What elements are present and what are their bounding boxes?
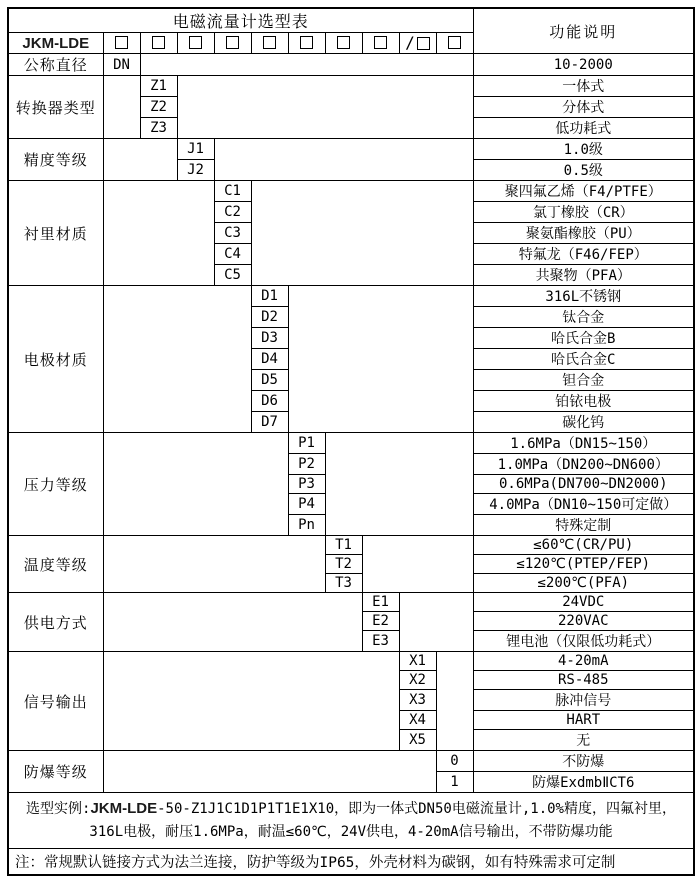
category-liner-material: 衬里材质: [8, 181, 103, 286]
checkbox-icon[interactable]: [448, 36, 461, 49]
desc-cell: RS-485: [473, 671, 694, 690]
code-cell: DN: [103, 54, 140, 76]
model-prefix: JKM-LDE: [8, 33, 103, 54]
selection-example-label: 选型实例:: [26, 800, 91, 817]
checkbox-icon[interactable]: [300, 36, 313, 49]
desc-cell: 10-2000: [473, 54, 694, 76]
model-code-slot-6[interactable]: [288, 33, 325, 54]
spacer-cell: [103, 181, 214, 286]
code-cell: P4: [288, 494, 325, 515]
selection-table: [7, 7, 695, 876]
spacer-cell: [103, 139, 177, 181]
category-converter-type: 转换器类型: [8, 76, 103, 139]
desc-cell: 316L不锈钢: [473, 286, 694, 307]
desc-cell: ≤200℃(PFA): [473, 574, 694, 593]
category-electrode-material: 电极材质: [8, 286, 103, 433]
model-code-slot-8[interactable]: [362, 33, 399, 54]
code-cell: Z3: [140, 118, 177, 139]
model-code-slot-3[interactable]: [177, 33, 214, 54]
spacer-cell: [103, 652, 399, 751]
desc-cell: 24VDC: [473, 593, 694, 612]
model-code-slot-7[interactable]: [325, 33, 362, 54]
code-cell: Z1: [140, 76, 177, 97]
desc-cell: 共聚物（PFA）: [473, 265, 694, 286]
code-cell: P1: [288, 433, 325, 454]
code-cell: D2: [251, 307, 288, 328]
code-cell: T3: [325, 574, 362, 593]
desc-cell: 220VAC: [473, 612, 694, 631]
code-cell: D5: [251, 370, 288, 391]
model-code-slot-5[interactable]: [251, 33, 288, 54]
desc-cell: 钽合金: [473, 370, 694, 391]
code-cell: C5: [214, 265, 251, 286]
desc-cell: 4.0MPa（DN10~150可定做）: [473, 494, 694, 515]
code-cell: D4: [251, 349, 288, 370]
desc-cell: 一体式: [473, 76, 694, 97]
desc-cell: 铂铱电极: [473, 391, 694, 412]
desc-cell: 0.6MPa(DN700~DN2000): [473, 475, 694, 494]
spacer-cell: [399, 593, 473, 652]
spacer-cell: [288, 286, 473, 433]
desc-cell: 特殊定制: [473, 515, 694, 536]
checkbox-icon[interactable]: [417, 37, 430, 50]
spacer-cell: [177, 76, 473, 139]
desc-cell: 聚氨酯橡胶（PU）: [473, 223, 694, 244]
checkbox-icon[interactable]: [337, 36, 350, 49]
desc-cell: HART: [473, 711, 694, 730]
spacer-cell: [103, 433, 288, 536]
model-code-slot-9[interactable]: [399, 33, 436, 54]
desc-cell: 分体式: [473, 97, 694, 118]
slash-separator: /: [405, 33, 415, 52]
model-code-slot-2[interactable]: [140, 33, 177, 54]
desc-cell: 防爆ExdmbⅡCT6: [473, 772, 694, 793]
desc-cell: 无: [473, 730, 694, 751]
spacer-cell: [103, 536, 325, 593]
code-cell: J2: [177, 160, 214, 181]
desc-cell: 哈氏合金C: [473, 349, 694, 370]
checkbox-icon[interactable]: [152, 36, 165, 49]
desc-cell: 碳化钨: [473, 412, 694, 433]
selection-example-model: JKM-LDE: [90, 799, 158, 817]
code-cell: E1: [362, 593, 399, 612]
desc-cell: 不防爆: [473, 751, 694, 772]
model-code-slot-1[interactable]: [103, 33, 140, 54]
code-cell: X5: [399, 730, 436, 751]
category-nominal-diameter: 公称直径: [8, 54, 103, 76]
desc-cell: 脉冲信号: [473, 690, 694, 711]
code-cell: D3: [251, 328, 288, 349]
code-cell: 0: [436, 751, 473, 772]
model-code-slot-4[interactable]: [214, 33, 251, 54]
desc-cell: 4-20mA: [473, 652, 694, 671]
desc-cell: 钛合金: [473, 307, 694, 328]
desc-cell: 0.5级: [473, 160, 694, 181]
code-cell: E3: [362, 631, 399, 652]
category-accuracy-class: 精度等级: [8, 139, 103, 181]
spacer-cell: [103, 593, 362, 652]
selection-example-text: -50-Z1J1C1D1P1T1E1X10，即为一体式DN50电磁流量计,1.0%精度，四氟衬里，316L电极，耐压1.6MPa，耐温≤60℃，24V供电，4-20mA信号输出，不带防爆功能: [89, 800, 676, 841]
category-signal-output: 信号输出: [8, 652, 103, 751]
desc-cell: 低功耗式: [473, 118, 694, 139]
checkbox-icon[interactable]: [374, 36, 387, 49]
checkbox-icon[interactable]: [189, 36, 202, 49]
model-code-slot-10[interactable]: [436, 33, 473, 54]
code-cell: P3: [288, 475, 325, 494]
desc-cell: 1.6MPa（DN15~150）: [473, 433, 694, 454]
spacer-cell: [214, 139, 473, 181]
spacer-cell: [251, 181, 473, 286]
code-cell: T2: [325, 555, 362, 574]
category-temperature-rating: 温度等级: [8, 536, 103, 593]
desc-cell: 氯丁橡胶（CR）: [473, 202, 694, 223]
note: 注：常规默认链接方式为法兰连接，防护等级为IP65，外壳材料为碳钢，如有特殊需求可定制: [8, 849, 694, 876]
category-explosion-proof: 防爆等级: [8, 751, 103, 793]
category-pressure-rating: 压力等级: [8, 433, 103, 536]
code-cell: C2: [214, 202, 251, 223]
desc-cell: 锂电池（仅限低功耗式）: [473, 631, 694, 652]
desc-cell: 1.0级: [473, 139, 694, 160]
desc-cell: 哈氏合金B: [473, 328, 694, 349]
code-cell: C1: [214, 181, 251, 202]
spacer-cell: [436, 652, 473, 751]
category-power-supply: 供电方式: [8, 593, 103, 652]
selection-example: [8, 793, 694, 849]
desc-cell: 1.0MPa（DN200~DN600）: [473, 454, 694, 475]
desc-cell: ≤120℃(PTEP/FEP): [473, 555, 694, 574]
code-cell: E2: [362, 612, 399, 631]
checkbox-icon[interactable]: [115, 36, 128, 49]
table-title: 电磁流量计选型表: [8, 8, 473, 33]
function-description-header: 功能说明: [473, 8, 694, 54]
code-cell: 1: [436, 772, 473, 793]
desc-cell: 特氟龙（F46/FEP）: [473, 244, 694, 265]
spacer-cell: [103, 751, 436, 793]
desc-cell: ≤60℃(CR/PU): [473, 536, 694, 555]
spacer-cell: [325, 433, 473, 536]
desc-cell: 聚四氟乙烯（F4/PTFE）: [473, 181, 694, 202]
code-cell: P2: [288, 454, 325, 475]
spacer-cell: [362, 536, 473, 593]
code-cell: Pn: [288, 515, 325, 536]
code-cell: X4: [399, 711, 436, 730]
checkbox-icon[interactable]: [226, 36, 239, 49]
checkbox-icon[interactable]: [263, 36, 276, 49]
code-cell: T1: [325, 536, 362, 555]
code-cell: J1: [177, 139, 214, 160]
code-cell: C3: [214, 223, 251, 244]
code-cell: C4: [214, 244, 251, 265]
spacer-cell: [103, 286, 251, 433]
code-cell: D7: [251, 412, 288, 433]
spacer-cell: [103, 76, 140, 139]
spacer-cell: [140, 54, 473, 76]
code-cell: X1: [399, 652, 436, 671]
code-cell: Z2: [140, 97, 177, 118]
code-cell: D6: [251, 391, 288, 412]
code-cell: X2: [399, 671, 436, 690]
code-cell: D1: [251, 286, 288, 307]
code-cell: X3: [399, 690, 436, 711]
